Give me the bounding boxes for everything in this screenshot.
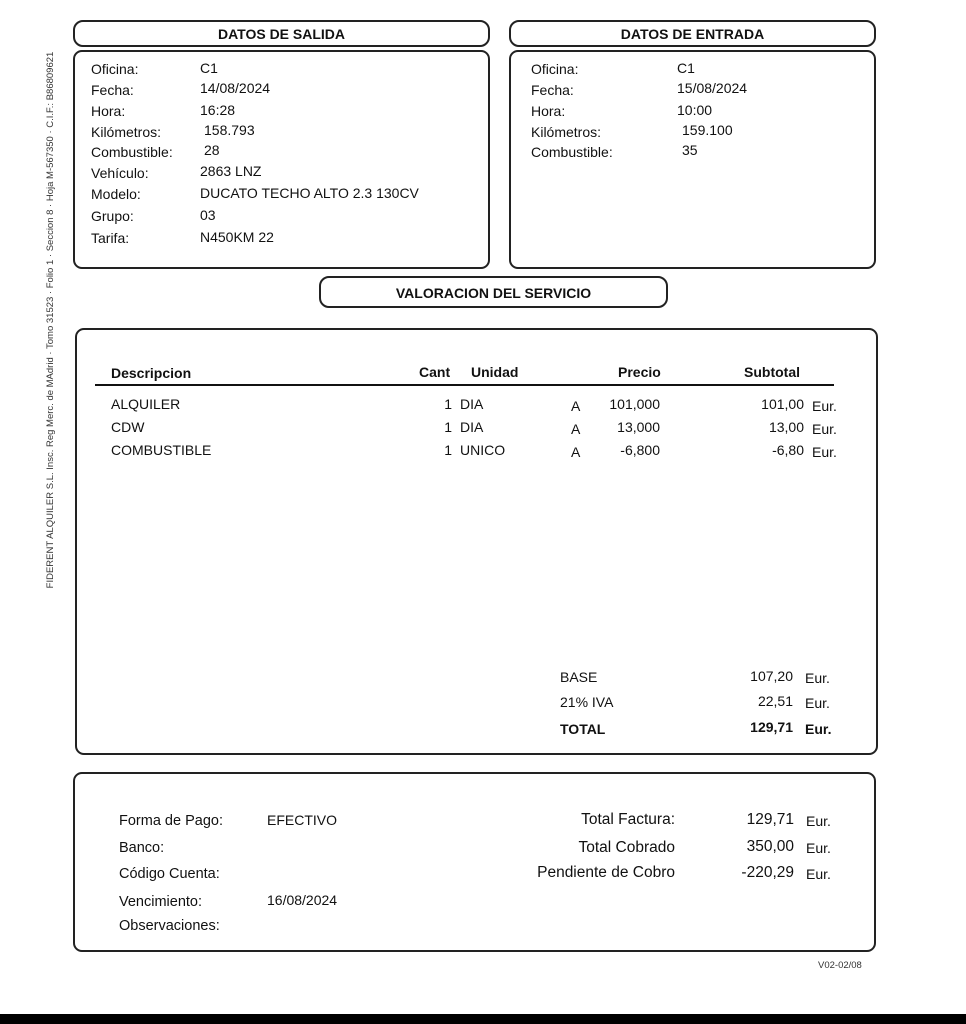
salida-tarifa-label: Tarifa: xyxy=(91,230,130,246)
salida-vehiculo-value: 2863 LNZ xyxy=(200,163,262,179)
salida-km-label: Kilómetros: xyxy=(91,124,162,140)
valoracion-title: VALORACION DEL SERVICIO xyxy=(319,276,668,308)
total-moneda: Eur. xyxy=(805,721,832,737)
vencimiento-value: 16/08/2024 xyxy=(267,892,338,908)
row-precio: 101,000 xyxy=(609,396,660,412)
total-cobrado-value: 350,00 xyxy=(746,838,794,855)
row-precio: 13,000 xyxy=(617,419,660,435)
salida-km-value: 158.793 xyxy=(204,122,255,138)
iva-value: 22,51 xyxy=(757,693,793,709)
row-unidad: DIA xyxy=(460,419,484,435)
salida-tarifa-value: N450KM 22 xyxy=(200,229,274,245)
salida-title: DATOS DE SALIDA xyxy=(73,20,490,47)
entrada-km-label: Kilómetros: xyxy=(531,124,602,140)
entrada-combustible-label: Combustible: xyxy=(531,144,613,160)
row-cant: 1 xyxy=(444,419,452,435)
salida-hora-label: Hora: xyxy=(91,103,126,119)
salida-fecha-label: Fecha: xyxy=(91,82,134,98)
row-subtotal: 13,00 xyxy=(768,419,804,435)
row-tipo: A xyxy=(571,444,581,460)
entrada-fecha-value: 15/08/2024 xyxy=(677,80,748,96)
salida-fecha-value: 14/08/2024 xyxy=(200,80,271,96)
total-factura-label: Total Factura: xyxy=(581,811,675,828)
entrada-oficina-value: C1 xyxy=(677,60,695,76)
entrada-combustible-value: 35 xyxy=(682,142,698,158)
col-precio-header: Precio xyxy=(618,364,661,380)
bottom-black-bar xyxy=(0,1014,966,1024)
vencimiento-label: Vencimiento: xyxy=(119,894,203,910)
salida-combustible-label: Combustible: xyxy=(91,144,173,160)
entrada-hora-value: 10:00 xyxy=(677,102,713,118)
iva-moneda: Eur. xyxy=(805,695,830,711)
salida-oficina-value: C1 xyxy=(200,60,218,76)
salida-modelo-value: DUCATO TECHO ALTO 2.3 130CV xyxy=(200,185,419,201)
entrada-hora-label: Hora: xyxy=(531,103,566,119)
codigo-cuenta-label: Código Cuenta: xyxy=(119,866,220,882)
base-label: BASE xyxy=(560,669,598,685)
row-moneda: Eur. xyxy=(812,398,837,414)
row-descripcion: CDW xyxy=(111,419,145,435)
salida-hora-value: 16:28 xyxy=(200,102,236,118)
forma-pago-label: Forma de Pago: xyxy=(119,813,223,829)
row-subtotal: -6,80 xyxy=(772,442,804,458)
salida-grupo-label: Grupo: xyxy=(91,208,134,224)
row-moneda: Eur. xyxy=(812,444,837,460)
col-subtotal-header: Subtotal xyxy=(744,364,800,380)
pendiente-cobro-label: Pendiente de Cobro xyxy=(537,864,675,881)
salida-oficina-label: Oficina: xyxy=(91,61,139,77)
row-cant: 1 xyxy=(444,396,452,412)
pendiente-cobro-value: -220,29 xyxy=(741,864,794,881)
row-precio: -6,800 xyxy=(620,442,660,458)
entrada-fecha-label: Fecha: xyxy=(531,82,574,98)
base-value: 107,20 xyxy=(750,668,793,684)
salida-vehiculo-label: Vehículo: xyxy=(91,165,149,181)
total-label: TOTAL xyxy=(560,721,606,737)
row-descripcion: ALQUILER xyxy=(111,396,181,412)
base-moneda: Eur. xyxy=(805,670,830,686)
forma-pago-value: EFECTIVO xyxy=(267,812,338,828)
total-value: 129,71 xyxy=(750,719,793,735)
total-factura-value: 129,71 xyxy=(746,811,794,828)
row-unidad: UNICO xyxy=(460,442,506,458)
salida-combustible-value: 28 xyxy=(204,142,220,158)
observaciones-label: Observaciones: xyxy=(119,918,220,934)
table-header-rule xyxy=(95,384,834,386)
banco-label: Banco: xyxy=(119,840,165,856)
row-unidad: DIA xyxy=(460,396,484,412)
row-subtotal: 101,00 xyxy=(761,396,804,412)
iva-label: 21% IVA xyxy=(560,694,614,710)
company-registry-text: FIDERENT ALQUILER S.L. Insc. Reg Merc. de MAdrid · Tomo 31523 · Folio 1 · Seccion 8 · Hoja M-567350 · C.I.F.: B86809621 xyxy=(45,51,56,589)
col-descripcion-header: Descripcion xyxy=(111,365,192,381)
col-cant-header: Cant xyxy=(419,364,451,380)
total-cobrado-moneda: Eur. xyxy=(806,840,831,856)
salida-grupo-value: 03 xyxy=(200,207,216,223)
entrada-oficina-label: Oficina: xyxy=(531,61,579,77)
row-cant: 1 xyxy=(444,442,452,458)
salida-modelo-label: Modelo: xyxy=(91,186,141,202)
col-unidad-header: Unidad xyxy=(471,364,519,380)
entrada-title: DATOS DE ENTRADA xyxy=(509,20,876,47)
row-tipo: A xyxy=(571,421,581,437)
total-cobrado-label: Total Cobrado xyxy=(578,839,675,856)
row-tipo: A xyxy=(571,398,581,414)
row-descripcion: COMBUSTIBLE xyxy=(111,442,212,458)
version-code: V02-02/08 xyxy=(818,960,862,971)
row-moneda: Eur. xyxy=(812,421,837,437)
total-factura-moneda: Eur. xyxy=(806,813,831,829)
valoracion-panel xyxy=(75,328,878,755)
pendiente-cobro-moneda: Eur. xyxy=(806,866,831,882)
entrada-km-value: 159.100 xyxy=(682,122,733,138)
